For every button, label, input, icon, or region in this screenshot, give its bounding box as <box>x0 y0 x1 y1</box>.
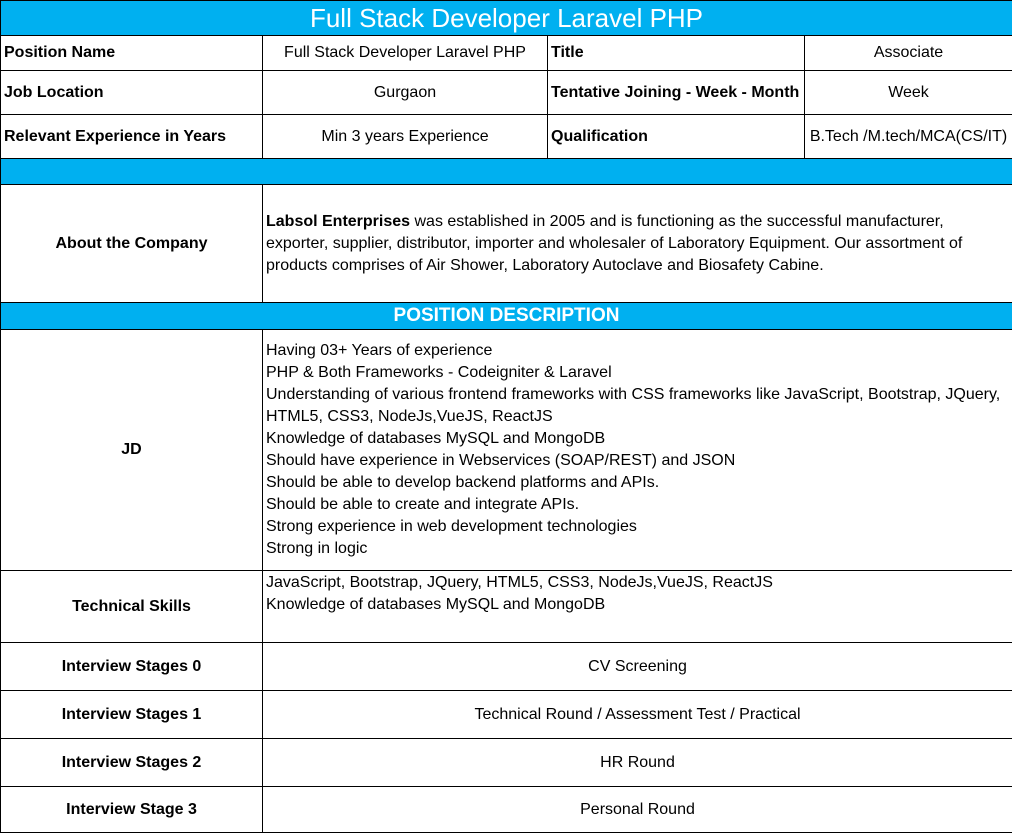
interview-stage-0-value: CV Screening <box>263 643 1012 691</box>
blank-band <box>1 159 1012 185</box>
qualification-label: Qualification <box>548 115 805 159</box>
jd-item: Understanding of various frontend frameworks with CSS frameworks like JavaScript, Bootstrap, JQuery, HTML5, CSS3, NodeJs,VueJS, ReactJS <box>266 384 1009 428</box>
jd-item: Knowledge of databases MySQL and MongoDB <box>266 428 1009 450</box>
technical-skills-list <box>263 571 1012 643</box>
title-label: Title <box>548 36 805 71</box>
company-name: Labsol Enterprises <box>266 213 410 230</box>
about-company-text <box>263 185 1012 303</box>
position-name-value: Full Stack Developer Laravel PHP <box>263 36 548 71</box>
jd-item: Should be able to develop backend platforms and APIs. <box>266 472 1009 494</box>
jd-list <box>263 330 1012 571</box>
interview-stage-1-label: Interview Stages 1 <box>1 691 263 739</box>
technical-skills-label: Technical Skills <box>1 571 263 643</box>
page-title: Full Stack Developer Laravel PHP <box>1 1 1012 36</box>
joining-value: Week <box>805 71 1012 115</box>
title-value: Associate <box>805 36 1012 71</box>
joining-label: Tentative Joining - Week - Month <box>548 71 805 115</box>
interview-stage-2-value: HR Round <box>263 739 1012 787</box>
technical-skills-item: Knowledge of databases MySQL and MongoDB <box>266 594 1009 616</box>
position-name-label: Position Name <box>1 36 263 71</box>
experience-value: Min 3 years Experience <box>263 115 548 159</box>
job-location-value: Gurgaon <box>263 71 548 115</box>
interview-stage-2-label: Interview Stages 2 <box>1 739 263 787</box>
interview-stage-0-label: Interview Stages 0 <box>1 643 263 691</box>
jd-item: Strong experience in web development technologies <box>266 516 1009 538</box>
jd-item: Strong in logic <box>266 538 1009 560</box>
jd-item: Having 03+ Years of experience <box>266 340 1009 362</box>
technical-skills-item: JavaScript, Bootstrap, JQuery, HTML5, CSS3, NodeJs,VueJS, ReactJS <box>266 572 1009 594</box>
jd-item: Should have experience in Webservices (SOAP/REST) and JSON <box>266 450 1009 472</box>
about-company-description: was established in 2005 and is functioning as the successful manufacturer, exporter, supplier, distributor, importer and wholesaler of Laboratory Equipment. Our assortment of products comprises of Air Shower, Laboratory Autoclave and Biosafety Cabine. <box>266 213 962 274</box>
section-heading-position-description: POSITION DESCRIPTION <box>1 303 1012 330</box>
interview-stage-1-value: Technical Round / Assessment Test / Practical <box>263 691 1012 739</box>
jd-item: PHP & Both Frameworks - Codeigniter & Laravel <box>266 362 1009 384</box>
qualification-value: B.Tech /M.tech/MCA(CS/IT) <box>805 115 1012 159</box>
interview-stage-3-label: Interview Stage 3 <box>1 787 263 833</box>
jd-label: JD <box>1 330 263 571</box>
job-location-label: Job Location <box>1 71 263 115</box>
jd-item: Should be able to create and integrate APIs. <box>266 494 1009 516</box>
experience-label: Relevant Experience in Years <box>1 115 263 159</box>
interview-stage-3-value: Personal Round <box>263 787 1012 833</box>
about-company-label: About the Company <box>1 185 263 303</box>
